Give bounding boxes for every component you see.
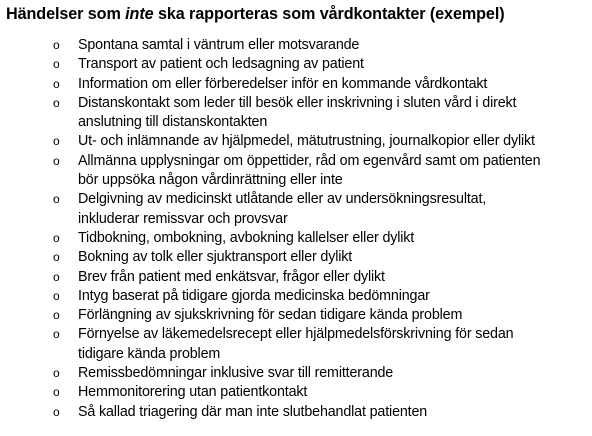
bullet-icon: o <box>53 385 60 400</box>
bullet-icon: o <box>53 134 60 149</box>
list-item-text: Hemmonitorering utan patientkontakt <box>78 384 308 401</box>
list-item <box>0 287 592 306</box>
heading-text-start: Händelser som <box>6 5 126 23</box>
list-item <box>0 325 592 364</box>
list-item <box>0 248 592 267</box>
list-item-text: Bokning av tolk eller sjuktransport eller dylikt <box>78 249 353 266</box>
list-item-text: Remissbedömningar inklusive svar till remitterande <box>78 365 394 382</box>
list-item-text: Distanskontakt som leder till besök eller inskrivning i sluten vård i direkt <box>78 94 517 111</box>
list-item-text: Förlängning av sjukskrivning för sedan tidigare kända problem <box>78 307 463 324</box>
bullet-icon: o <box>53 76 60 91</box>
document-heading <box>6 4 505 24</box>
bullet-icon: o <box>53 327 60 342</box>
list-item <box>0 403 592 422</box>
list-item <box>0 268 592 287</box>
list-item <box>0 94 592 133</box>
bullet-icon: o <box>53 38 60 52</box>
list-item <box>0 383 592 402</box>
list-item-text: Brev från patient med enkätsvar, frågor eller dylikt <box>78 268 385 285</box>
bullet-icon: o <box>53 192 60 207</box>
list-item <box>0 75 592 94</box>
list-item <box>0 55 592 74</box>
list-item <box>0 229 592 248</box>
heading-text-end: ska rapporteras som vårdkontakter (exempel) <box>153 5 505 23</box>
list-item <box>0 190 592 229</box>
list-item-text: Allmänna upplysningar om öppettider, råd om egenvård samt om patienten <box>78 152 541 169</box>
bullet-icon: o <box>53 153 60 168</box>
list-item <box>0 364 592 383</box>
list-item <box>0 36 592 55</box>
bullet-icon: o <box>53 269 60 284</box>
list-item-text: Så kallad triagering där man inte slutbehandlat patienten <box>78 403 428 420</box>
list-item <box>0 132 592 151</box>
examples-list <box>0 36 592 422</box>
list-item-text: Tidbokning, ombokning, avbokning kallelser eller dylikt <box>78 229 415 246</box>
bullet-icon: o <box>53 95 60 110</box>
bullet-icon: o <box>53 230 60 245</box>
list-item <box>0 152 592 191</box>
list-item-text: Transport av patient och ledsagning av patient <box>78 56 364 73</box>
list-item-text: Delgivning av medicinskt utlåtande eller av undersökningsresultat, <box>78 191 487 208</box>
list-item-text: Ut- och inlämnande av hjälpmedel, mätutrustning, journalkopior eller dylikt <box>78 133 535 150</box>
list-item-text: Intyg baserat på tidigare gjorda medicinska bedömningar <box>78 287 430 304</box>
list-item-text: Information om eller förberedelser inför en kommande vårdkontakt <box>78 75 488 92</box>
list-item-text-continued: inkluderar remissvar och provsvar <box>78 210 288 227</box>
bullet-icon: o <box>53 288 60 303</box>
list-item-text: Förnyelse av läkemedelsrecept eller hjälpmedelsförskrivning för sedan <box>78 326 514 343</box>
heading-emphasis: inte <box>125 5 154 23</box>
list-item-text-continued: tidigare kända problem <box>78 345 221 362</box>
bullet-icon: o <box>53 366 60 381</box>
bullet-icon: o <box>53 250 60 265</box>
bullet-icon: o <box>53 404 60 419</box>
list-item <box>0 306 592 325</box>
list-item-text-continued: anslutning till distanskontakten <box>78 114 268 131</box>
list-item-text: Spontana samtal i väntrum eller motsvarande <box>78 37 360 53</box>
list-item-text-continued: bör uppsöka någon vårdinrättning eller inte <box>78 172 343 189</box>
bullet-icon: o <box>53 57 60 72</box>
bullet-icon: o <box>53 308 60 323</box>
